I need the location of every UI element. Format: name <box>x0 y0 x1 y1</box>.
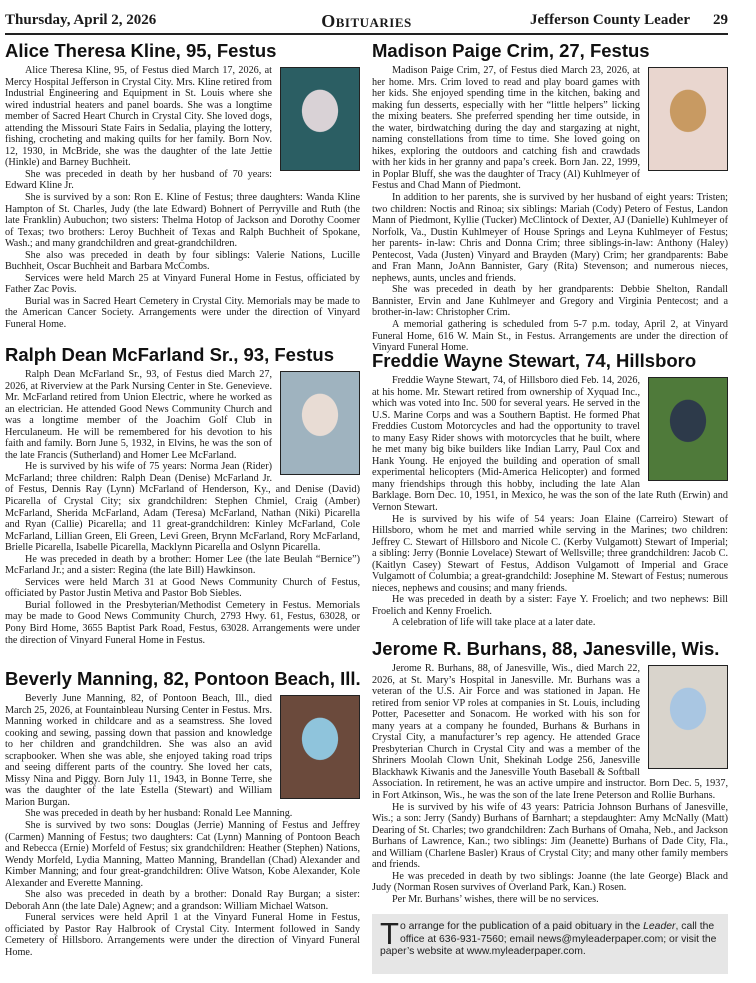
obituary-paragraph: He was preceded in death by a sister: Faye Y. Froelich; and two nephews: Bill Froelich and Kenny Froelich. <box>372 594 728 617</box>
obituary-paragraph: She is survived by a son: Ron E. Kline of Festus; three daughters: Wanda Kline Hampton of St. Charles, Judy (the late Edward) Bohnert of Perryville and Ruth (the late Franklin) Aubuchon; two sisters: Thelma Hotop of Jackson and Dorothy Coomer of Texas; two brothers: Leroy Buchheit of Texas and Ralph Buchheit of Spokane, Wash.; and many grandchildren and great-grandchildren. <box>5 192 360 250</box>
obituary-paragraph: She was preceded in death by her grandparents: Debbie Shelton, Randall Bannister, Ervin and Jane Kuhlmeyer and Gregory and Virginia Pentecost; and a brother-in-law: Christopher Crim. <box>372 284 728 319</box>
header-rule <box>5 33 728 35</box>
newspaper-name: Jefferson County Leader <box>530 12 690 28</box>
section-title: Obituaries <box>321 11 412 31</box>
obituary-headline: Madison Paige Crim, 27, Festus <box>372 40 650 61</box>
obituary-headline: Jerome R. Burhans, 88, Janesville, Wis. <box>372 638 720 659</box>
drop-cap: T <box>380 916 399 951</box>
obituary-paragraph: Per Mr. Burhans’ wishes, there will be no services. <box>392 893 599 905</box>
obituary-paragraph: Beverly June Manning, 82, of Pontoon Beach, Ill., died March 25, 2026, at Fountainbleau Nursing Center in Festus. Mrs. Manning worked in childcare and as a seamstress. She loved cooking and sewing, passing down that passion and knowledge to her children and grandchildren. She was also an avid scrapbooker. When she was able, she enjoyed taking road trips and seeing different parts of the country. She loved her cats, Missy Nina and Piggy. Born July 11, 1943, in Bonne Terre, she was the daughter of the late Estella (Stewart) and William Marion Burgan. <box>5 693 272 808</box>
page-number: 29 <box>713 12 728 28</box>
obituary <box>5 344 360 646</box>
obituary-headline: Freddie Wayne Stewart, 74, Hillsboro <box>372 350 697 371</box>
obituary-headline: Alice Theresa Kline, 95, Festus <box>5 40 277 61</box>
obituary-paragraph: Freddie Wayne Stewart, 74, of Hillsboro died Feb. 14, 2026, at his home. Mr. Stewart retired from ownership of Xyquad Inc., which was voted into Inc. 500 for several years. He served in the U.S. Marine Corps and was a Southern Baptist. He formed Phat Freddies Custom Motorcycles and had the opportunity to travel to many Easy Rider shows with motorcycles that he built, where he met many big bike builders like Indian Larry, Paul Cox and Hank Young. He enjoyed the building and operation of small experimental helicopters (Mid-America Helicopter) and formed many friendships through this hobby, including the late Alan Barklage. Born Dec. 10, 1951, in Mexico, he was the son of the late Ruth (Erwin) and Vernon Stewart. <box>372 375 728 514</box>
obituary-paragraph: She also was preceded in death by a brother: Donald Ray Burgan; a sister: Deborah Ann (the late Dale) Agnew; and a grandson: William Michael Watson. <box>5 889 360 912</box>
obituary-headline: Ralph Dean McFarland Sr., 93, Festus <box>5 344 334 365</box>
obituary-paragraph: He was preceded in death by two siblings: Joanne (the late George) Black and Judy (Norman Rosen survives of Overland Park, Kan.) Rosen. <box>372 870 728 894</box>
obituary-notice-box <box>372 914 728 974</box>
obituary-paragraph: Alice Theresa Kline, 95, of Festus died March 17, 2026, at Mercy Hospital Jefferson in Crystal City. Mrs. Kline retired from Industrial Engineering and Equipment in St. Louis where she wired industrial heaters and panel boards. She was a longtime member of Sacred Heart Church in Crystal City. She loved dogs, attending the Missouri State Fairs in Sedalia, playing the lottery, fishing, crocheting and making quilts for her family. Born Nov. 12, 1930, in McBride, she was the daughter of the late Jettie (Hinkle) and Barney Buchheit. <box>5 65 272 169</box>
obituary-paragraph: Jerome R. Burhans, 88, of Janesville, Wis., died March 22, 2026, at St. Mary’s Hospital in Janesville. Mr. Burhans was a veteran of the U.S. Air Force and was stationed in Japan. He retired from senior VP roles at companies in St. Louis, including Potter, Pacesetter and Sonacom. He worked with his son for many years at a company he founded, Burhans & Burhans in Crystal City, a manufacturer’s rep agency. He attended Grace Presbyterian Church in Crystal City and was a member of the Shriners Moolah Clown Unit, Shekinah Lodge 256, Janesville Blackhawk Kiwanis and the Janesville Youth Baseball & Softball Association. In retirement, he was an active umpire and instructor. Born Dec. 5, 1937, in Fort Atkinson, Wis., he was the son of the late Irene Peterson and Rollie Burhans. <box>372 663 728 802</box>
portrait-photo <box>280 695 360 799</box>
obituary-paragraph: Services were held March 31 at Good News Community Church of Festus, officiated by Pastor Justin Metiva and Pastor Bob Siebles. <box>5 576 360 600</box>
obituary-paragraph: He is survived by his wife of 75 years: Norma Jean (Rider) McFarland; three children: Ralph Dean (Denise) McFarland Jr. of Festus, Dennis Ray (Lynn) McFarland of Henderson, Ky., and Denise (David) Picarella of Crystal City; six grandchildren: Stephen Chmiel, Craig (Amber) McFarland, Sherida McFarland, Adam (Teresa) McFarland, Nathan (Niki) Picarella and Ryan (Callie) Picarella; and 11 great-grandchildren: Kinley McFarland, Cole McFarland, Lillian Green, Eli Green, Levi Green, Brynn McFarland, Rory McFarland, Brielle Picarella, Isabelle Picarella, Macklynn Picarella and Oslynn Picarella. <box>5 461 360 554</box>
portrait-photo <box>280 371 360 475</box>
obituary-paragraph: A celebration of life will take place at a later date. <box>392 617 596 629</box>
obituary <box>5 40 360 331</box>
obituary-paragraph: She also was preceded in death by four siblings: Valerie Nations, Lucille Buchheit, Oscar Buchheit and Barbara McCombs. <box>5 249 360 273</box>
notice-paper-name: Leader <box>643 921 676 932</box>
obituary-paragraph: Burial followed in the Presbyterian/Methodist Cemetery in Festus. Memorials may be made to Good News Community Church, 2793 Hwy. 61, Festus, 63028, or Pony Bird Home, 3655 Baptist Park Road, Festus, 63028. Arrangements were under the direction of Vinyard Funeral Home in Festus. <box>5 599 360 646</box>
obituary-headline: Beverly Manning, 82, Pontoon Beach, Ill. <box>5 668 361 689</box>
obituary <box>5 668 360 959</box>
page-header <box>5 10 728 32</box>
obituary-paragraph: She was preceded in death by her husband of 70 years: Edward Kline Jr. <box>5 168 272 192</box>
obituary-paragraph: He was preceded in death by a brother: Homer Lee (the late Beulah “Bernice”) McFarland Jr.; and a sister: Regina (the late Bill) Hawkinson. <box>5 553 360 577</box>
portrait-photo <box>648 665 728 769</box>
notice-text-contact: , call the office at 636-931-7560; email news@myleaderpaper.com; or visit the paper’s website at www.myleaderpaper.com. <box>380 921 717 958</box>
obituary-paragraph: Ralph Dean McFarland Sr., 93, of Festus died March 27, 2026, at Riverview at the Park Nursing Center in Ste. Genevieve. Mr. McFarland retired from Union Electric, where he worked as an electrician. He attended Good News Community Church and was a longtime member of the Joachim Golf Club in Herculaneum. He will be remembered for his devotion to his faith and family. Born June 5, 1932, in Elvins, he was the son of the late Francis (Sutherland) and Homer Lee McFarland. <box>5 369 272 461</box>
obituary-paragraph: Burial was in Sacred Heart Cemetery in Crystal City. Memorials may be made to the American Cancer Society. Arrangements were under the direction of Vinyard Funeral Home. <box>5 295 360 331</box>
obituary <box>372 638 728 905</box>
notice-text: o arrange for the publication of a paid obituary in the <box>399 921 644 932</box>
obituary <box>372 350 728 629</box>
obituary-paragraph: He is survived by his wife of 43 years: Patricia Johnson Burhans of Janesville, Wis.; a son: Jerry (Sandy) Burhans of Barnhart; a stepdaughter: Amy McNally (Matt) Dearing of St. Charles; two grandchildren: Zach Burhans of Omaha, Neb., and Jackson Burhans of Lawrence, Kan.; two siblings: Jim (Jeanette) Burhans of Dade City, Fla., and William (Charlene Basler) Kraus of Crystal City; and many other family members and friends. <box>372 801 728 871</box>
obituary-paragraph: She is survived by two sons: Douglas (Jerrie) Manning of Festus and Jeffrey (Carmen) Manning of Festus; two daughters: Cat (Lynn) Manning of Pontoon Beach and Rebecca (Ernie) Morfeld of Festus; six grandchildren: Heather (Stephen) Nations, Wendy Morfeld, Lydia Manning, Matteo Manning, Brandellan (Chad) Alexander and Kimber Manning; and four great-grandchildren: Olive Watson, Kobe Alexander, Kole Alexander and Everette Manning. <box>5 820 360 889</box>
obituary-paragraph: Services were held March 25 at Vinyard Funeral Home in Festus, officiated by Father Zac Povis. <box>5 272 360 296</box>
obituary <box>372 40 728 354</box>
portrait-photo <box>648 377 728 481</box>
obituary-paragraph: Madison Paige Crim, 27, of Festus died March 23, 2026, at her home. Mrs. Crim loved to read and play board games with her kids. She enjoyed spending time in the kitchen, baking and making fun desserts, especially with her “little helpers” licking the mixing beaters. She preferred spending her time outside, in the water, birdwatching during the day and stargazing at night, naming constellations from time to time. She loved going on hikes, exploring the outdoors and catching fish and crawdads with her kids in her granny and papa’s creek. Born Jan. 22, 1999, in Poplar Bluff, she was the daughter of Tracy (Al) Kuhlmeyer of Festus and Chad Mann of Piedmont. <box>372 65 640 192</box>
obituary-paragraph: In addition to her parents, she is survived by her husband of eight years: Tristen; two children: Noctis and Rinoa; six siblings: Mariah (Cody) Petero of Festus, Landon Mann of Piedmont, Kyllie (Tucker) McClintock of Dexter, AJ (Danielle) Kuhlmeyer of Norfolk, Va., Dustin Kuhlmeyer of House Springs and Leyna Kuhlmeyer of Festus; her parents- in-law: Chris and Donna Crim; three siblings-in-law: Anthony (Haley) Pentecost, Vada (Justen) Vinyard and Brayden (Mary) Crim; her grandparents: Babe and Fran Mann, JoAnn Bannister, Gary (Rita) Stevenson; and numerous nieces, nephews, aunts, uncles and friends. <box>372 192 728 284</box>
obituary-paragraph: She was preceded in death by her husband: Ronald Lee Manning. <box>25 808 293 820</box>
portrait-photo <box>648 67 728 171</box>
obituary-paragraph: Funeral services were held April 1 at the Vinyard Funeral Home in Festus, officiated by Pastor Ray Halbrook of Crystal City. Interment followed in Sandy Cemetery of Hillsboro. Arrangements were under the direction of Vinyard Funeral Home. <box>5 912 360 959</box>
portrait-photo <box>280 67 360 171</box>
issue-date: Thursday, April 2, 2026 <box>5 12 157 28</box>
obituary-paragraph: He is survived by his wife of 54 years: Joan Elaine (Carreiro) Stewart of Hillsboro, whom he met and married while serving in the Marines; two children: Jeffrey C. Stewart of Hillsboro and Nicole C. (Kerby Vulgamott) Stewart of Imperial; a sibling: Jerry (Bonnie Lovelace) Stewart of Wellsville; three grandchildren: Jacob C. (Kaitlyn Casey) Stewart of Festus, Addison Vulgamott of Imperial and Grace Vulgamott of Columbia; a great-grandchild: Josephine M. Stewart of Festus; numerous nieces, nephews and cousins; and many friends. <box>372 513 728 594</box>
obituary-paragraph: A memorial gathering is scheduled from 5-7 p.m. today, April 2, at Vinyard Funeral Home, 616 W. Main St., in Festus. Arrangements are under the direction of Vinyard Funeral Home. <box>372 319 728 354</box>
